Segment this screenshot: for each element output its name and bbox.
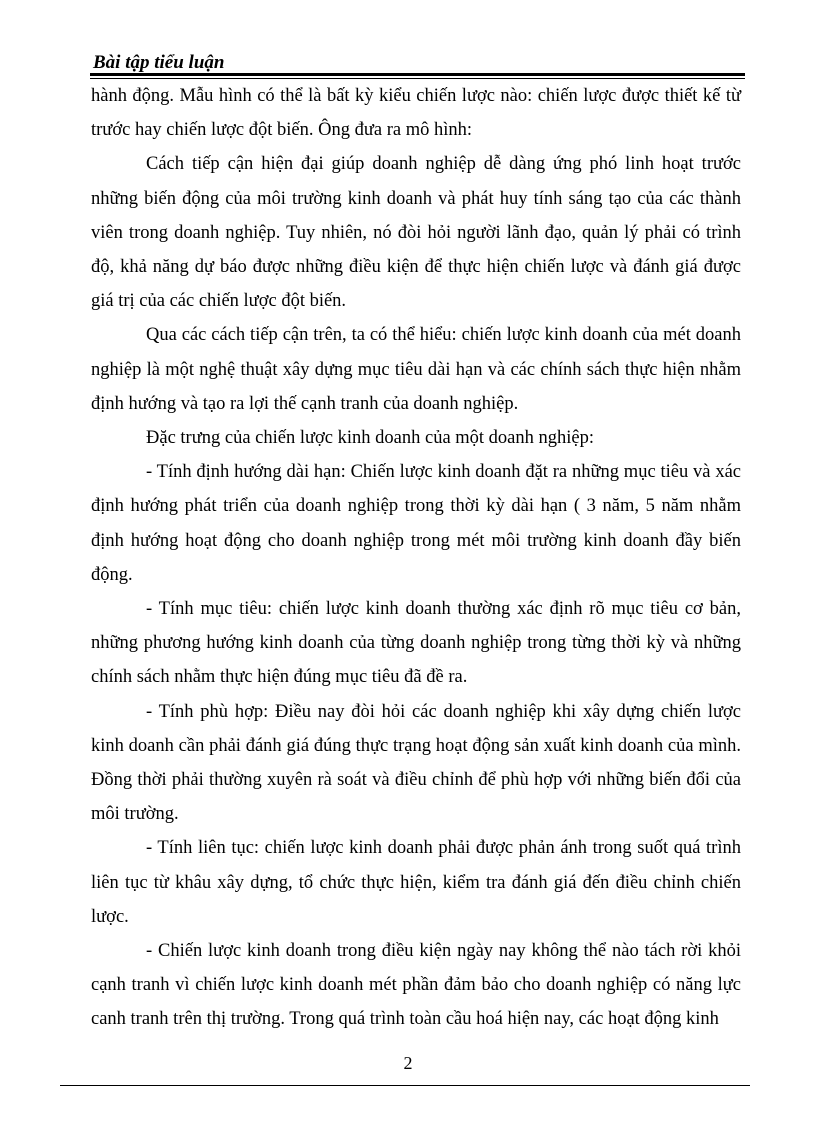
paragraph-continuation: hành động. Mẫu hình có thể là bất kỳ kiểu chiến lược nào: chiến lược được thiết kế từ trước hay chiến lược đột biến. Ông đưa ra mô hình: bbox=[91, 86, 741, 141]
body-text bbox=[91, 79, 741, 1037]
paragraph-suitability: - Tính phù hợp: Điều nay đòi hỏi các doanh nghiệp khi xây dựng chiến lược kinh doanh cần phải đánh giá đúng thực trạng hoạt động sản xuất kinh doanh của mình. Đồng thời phải thường xuyên rà soát và điều chỉnh để phù hợp với những biến đổi của môi trường. bbox=[91, 701, 741, 825]
paragraph-long-term: - Tính định hướng dài hạn: Chiến lược kinh doanh đặt ra những mục tiêu và xác định hướng phát triển của doanh nghiệp trong thời kỳ dài hạn ( 3 năm, 5 năm nhằm định hướng hoạt động cho doanh nghiệp trong mét môi trường kinh doanh đầy biến động. bbox=[91, 462, 741, 585]
paragraph-continuity: - Tính liên tục: chiến lược kinh doanh phải được phản ánh trong suốt quá trình liên tục từ khâu xây dựng, tổ chức thực hiện, kiểm tra đánh giá đến điều chỉnh chiến lược. bbox=[91, 838, 741, 927]
paragraph-competition: - Chiến lược kinh doanh trong điều kiện ngày nay không thể nào tách rời khỏi cạnh tranh vì chiến lược kinh doanh mét phần đảm bảo cho doanh nghiệp có năng lực canh tranh trên thị trường. Trong quá trình toàn cầu hoá hiện nay, các hoạt động kinh bbox=[91, 941, 741, 1030]
paragraph-modern-approach: Cách tiếp cận hiện đại giúp doanh nghiệp dễ dàng ứng phó linh hoạt trước những biến động của môi trường kinh doanh và phát huy tính sáng tạo của các thành viên trong doanh nghiệp. Tuy nhiên, nó đòi hỏi người lãnh đạo, quản lý phải có trình độ, khả năng dự báo được những điều kiện để thực hiện chiến lược và đánh giá được giá trị của các chiến lược đột biến. bbox=[91, 154, 741, 312]
paragraph-characteristics-heading: Đặc trưng của chiến lược kinh doanh của một doanh nghiệp: bbox=[146, 428, 595, 449]
header-rule bbox=[90, 73, 745, 76]
paragraph-objective: - Tính mục tiêu: chiến lược kinh doanh thường xác định rõ mục tiêu cơ bản, những phương hướng kinh doanh của từng doanh nghiệp trong từng thời kỳ và những chính sách nhằm thực hiện đúng mục tiêu đã đề ra. bbox=[91, 599, 741, 688]
header-title: Bài tập tiểu luận bbox=[93, 52, 225, 73]
footer-rule bbox=[60, 1085, 750, 1086]
paragraph-definition: Qua các cách tiếp cận trên, ta có thể hiểu: chiến lược kinh doanh của mét doanh nghiệp là một nghệ thuật xây dựng mục tiêu dài hạn và các chính sách thực hiện nhằm định hướng và tạo ra lợi thế cạnh tranh của doanh nghiệp. bbox=[91, 325, 741, 414]
page-number: 2 bbox=[403, 1053, 413, 1073]
